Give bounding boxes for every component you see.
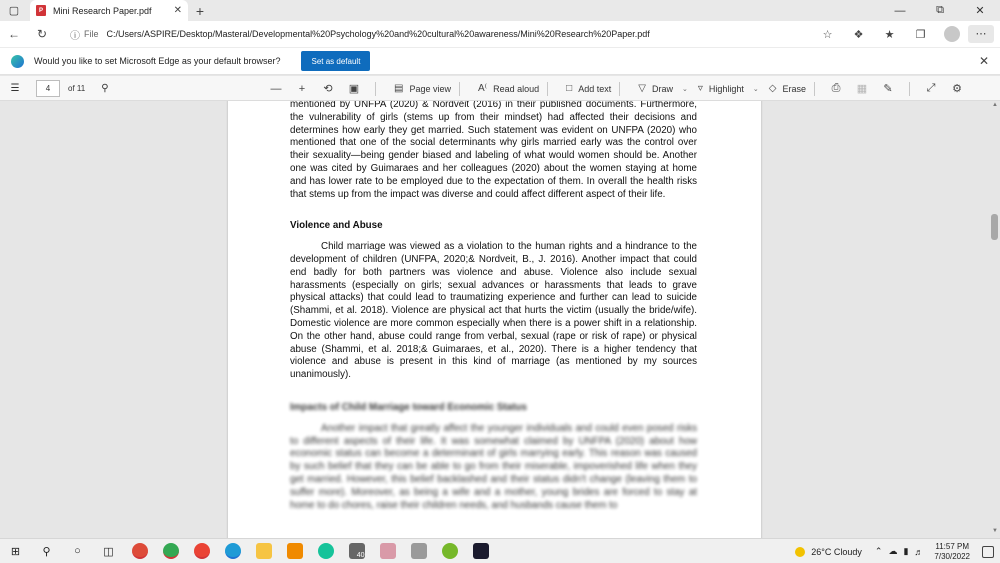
zoom-out-icon[interactable]: — — [270, 82, 282, 95]
info-icon[interactable]: ⓘ — [70, 30, 80, 42]
toolbar-divider — [814, 82, 815, 96]
draw-button[interactable] — [638, 83, 688, 94]
pdf-page — [228, 101, 761, 538]
address-bar-actions — [812, 21, 994, 47]
draw-icon: ▽ — [638, 83, 646, 94]
notification-center-icon[interactable] — [982, 546, 994, 558]
address-bar — [0, 21, 1000, 47]
back-icon[interactable]: ← — [8, 27, 20, 41]
highlight-dropdown-icon[interactable]: ⌄ — [752, 85, 759, 93]
default-browser-bar — [0, 47, 1000, 75]
section-heading: Impacts of Child Marriage toward Economic Status — [290, 401, 527, 413]
pdf-icon: P — [36, 5, 46, 16]
paragraph: Another impact that greatly affect the younger individuals and could even posed risks to different aspects of their life. It was somewhat claimed by UNFPA (2020) about how economic status can become a determinant of girls marrying early. This reason was caused by such belief that they can be able to go from their miserable, impoverished life when they get married. However, this belief backlashed and their status didn't change (leaving them to suffer more). Moreover, as being a wife and a mother, young brides are forced to stay at home to do chores, raise their children needs, and husbands cause them to — [290, 422, 697, 511]
settings-gear-icon[interactable]: ⚙ — [952, 83, 962, 95]
paragraph: Child marriage was viewed as a violation to the human rights and a hindrance to the development of children (UNFPA, 2020;& Nordveit, B., J. 2016). Another impact that could end badly for both partners was violence and abuse. Violence also include sexual harassments (especially on girls; sexual advances or harassments that leads to grave physical attacks) that could lead to traumatizing experience and further can lead to suicide (Shammi, et al. 2018). Violence are physical act that hurts the victim (usually the bride/wife). Domestic violence are more common especially when there is a power shift in a relationship. On the other hand, abuse could range from verbal, sexual (rape or risk of rape) or physical abuse (Shammi, et al. 2018;& Guimaraes, et al., 2020). There is a higher tendency that violence and abuse is present in this kind of marriage (as mentioned by my sources unanimously). — [290, 241, 697, 381]
volume-icon[interactable]: ♬ — [914, 546, 924, 557]
edge-icon[interactable] — [217, 539, 248, 563]
clock[interactable] — [934, 542, 970, 562]
utorrent-icon[interactable] — [434, 539, 465, 563]
weather-text: 26°C Cloudy — [811, 546, 862, 557]
photos-icon[interactable] — [403, 539, 434, 563]
clock-time: 11:57 PM — [935, 541, 970, 551]
toolbar-divider — [547, 82, 548, 96]
highlight-button[interactable] — [698, 83, 759, 94]
page-total: of 11 — [68, 83, 86, 93]
system-tray — [795, 539, 1000, 563]
store-icon[interactable] — [341, 539, 372, 563]
save-icon[interactable]: ▦ — [856, 83, 868, 95]
battery-icon[interactable]: ▮ — [903, 546, 909, 556]
add-text-button[interactable] — [566, 83, 611, 94]
save-as-icon[interactable]: ✎ — [883, 83, 893, 95]
chrome-icon[interactable] — [124, 539, 155, 563]
search-icon[interactable]: ⚲ — [42, 545, 51, 558]
pdf-tool-group — [263, 76, 970, 101]
scroll-up-icon[interactable]: ▲ — [992, 102, 998, 108]
pdf-toolbar — [0, 76, 1000, 101]
favorites-icon[interactable]: ★ — [884, 28, 895, 41]
close-tab-icon[interactable]: ✕ — [173, 5, 182, 16]
window-controls — [880, 0, 1000, 21]
page-view-label: Page view — [409, 83, 451, 94]
erase-label: Erase — [782, 83, 806, 94]
search-icon[interactable]: ⚲ — [101, 82, 109, 94]
read-aloud-icon: A⁽ — [477, 83, 488, 94]
erase-button[interactable] — [769, 83, 806, 94]
table-of-contents-icon[interactable]: ☰ — [10, 82, 20, 94]
windows-start-icon[interactable]: ⊞ — [10, 545, 21, 558]
grammarly-icon[interactable] — [310, 539, 341, 563]
url-scheme: File — [84, 29, 99, 39]
refresh-icon[interactable]: ↻ — [36, 27, 48, 41]
file-explorer-icon[interactable] — [248, 539, 279, 563]
taskbar — [0, 538, 1000, 563]
section-heading: Violence and Abuse — [290, 220, 383, 232]
terminal-icon[interactable] — [465, 539, 496, 563]
toolbar-divider — [375, 82, 376, 96]
print-icon[interactable]: ⎙ — [831, 82, 841, 94]
pdf-viewer[interactable] — [0, 101, 1000, 538]
profile-avatar[interactable] — [944, 26, 960, 42]
edge-logo-icon — [11, 55, 24, 68]
onedrive-icon[interactable]: ☁ — [888, 546, 898, 556]
scroll-down-icon[interactable]: ▼ — [992, 528, 998, 534]
snipping-tool-icon[interactable] — [372, 539, 403, 563]
read-aloud-label: Read aloud — [493, 83, 540, 94]
read-aloud-button[interactable] — [478, 83, 539, 94]
zoom-in-icon[interactable]: + — [298, 82, 306, 95]
draw-dropdown-icon[interactable]: ⌄ — [681, 85, 688, 93]
collections-icon[interactable]: ❐ — [915, 28, 926, 41]
page-number-input[interactable]: 4 — [36, 80, 60, 97]
fullscreen-icon[interactable]: ⤢ — [926, 82, 936, 94]
paragraph: mentioned by UNFPA (2020) & Nordveit (2016) in their published documents. Furthermore, the vulnerability of girls (stems up from their mindset) had affected their decisions and determines how early they get married. Such statement was evident on UNFPA (2020) who mentioned that one of the social determinants why girls married early was the control over their sexuality—being gender biased and labeling of what would women should be. Another one was cited by Guimaraes and her colleagues (2020) about the women staying at home and has lower rate to be employed due to the expectation of them. In overall the health risks that stems up from the impact was diverse and could affect different aspect of their life. — [290, 101, 697, 200]
tab-strip — [0, 0, 1000, 21]
eraser-icon: ◇ — [768, 83, 777, 94]
clock-date: 7/30/2022 — [934, 551, 970, 561]
page-view-icon: ▤ — [394, 83, 404, 94]
extensions-icon[interactable]: ❖ — [853, 28, 864, 41]
close-infobar-icon[interactable]: ✕ — [978, 54, 989, 68]
set-as-default-button[interactable]: Set as default — [301, 51, 370, 71]
minimize-icon[interactable]: — — [894, 4, 906, 17]
page-view-button[interactable] — [394, 83, 451, 94]
weather-widget[interactable] — [795, 547, 862, 557]
cortana-icon[interactable]: ○ — [74, 545, 81, 557]
toolbar-divider — [909, 82, 910, 96]
chrome-icon[interactable] — [186, 539, 217, 563]
vlc-icon[interactable] — [279, 539, 310, 563]
scrollbar-thumb[interactable] — [991, 214, 998, 240]
fit-page-icon[interactable]: ▣ — [348, 83, 360, 95]
default-browser-message: Would you like to set Microsoft Edge as your default browser? — [34, 56, 281, 66]
restore-icon[interactable]: ⧉ — [936, 4, 944, 16]
notification-badge: 40 — [349, 543, 365, 559]
chevron-up-icon[interactable]: ⌃ — [874, 546, 883, 556]
url-field[interactable] — [70, 27, 650, 42]
add-text-icon: □ — [566, 83, 573, 94]
tab-actions-icon[interactable]: ▢ — [8, 5, 20, 17]
chrome-icon[interactable] — [155, 539, 186, 563]
add-text-label: Add text — [578, 83, 612, 94]
weather-icon — [795, 547, 805, 557]
highlight-label: Highlight — [708, 83, 744, 94]
page-text — [290, 101, 697, 512]
favorite-add-icon[interactable]: ☆ — [822, 28, 833, 41]
rotate-icon[interactable]: ⟲ — [323, 83, 333, 95]
new-tab-button[interactable]: + — [195, 2, 205, 19]
blurred-section — [290, 402, 697, 512]
toolbar-divider — [459, 82, 460, 96]
more-options-icon[interactable]: ⋯ — [968, 25, 994, 43]
browser-tab[interactable] — [30, 0, 188, 21]
url-text[interactable]: C:/Users/ASPIRE/Desktop/Masteral/Developmental%20Psychology%20and%20cultural%20awareness/Mini%20Research%20Paper.pdf — [106, 29, 650, 39]
task-view-icon[interactable]: ◫ — [103, 545, 114, 558]
highlight-icon: ▿ — [697, 83, 703, 94]
close-window-icon[interactable]: ✕ — [975, 5, 985, 17]
draw-label: Draw — [651, 83, 673, 94]
toolbar-divider — [619, 82, 620, 96]
tab-title: Mini Research Paper.pdf — [53, 5, 152, 16]
